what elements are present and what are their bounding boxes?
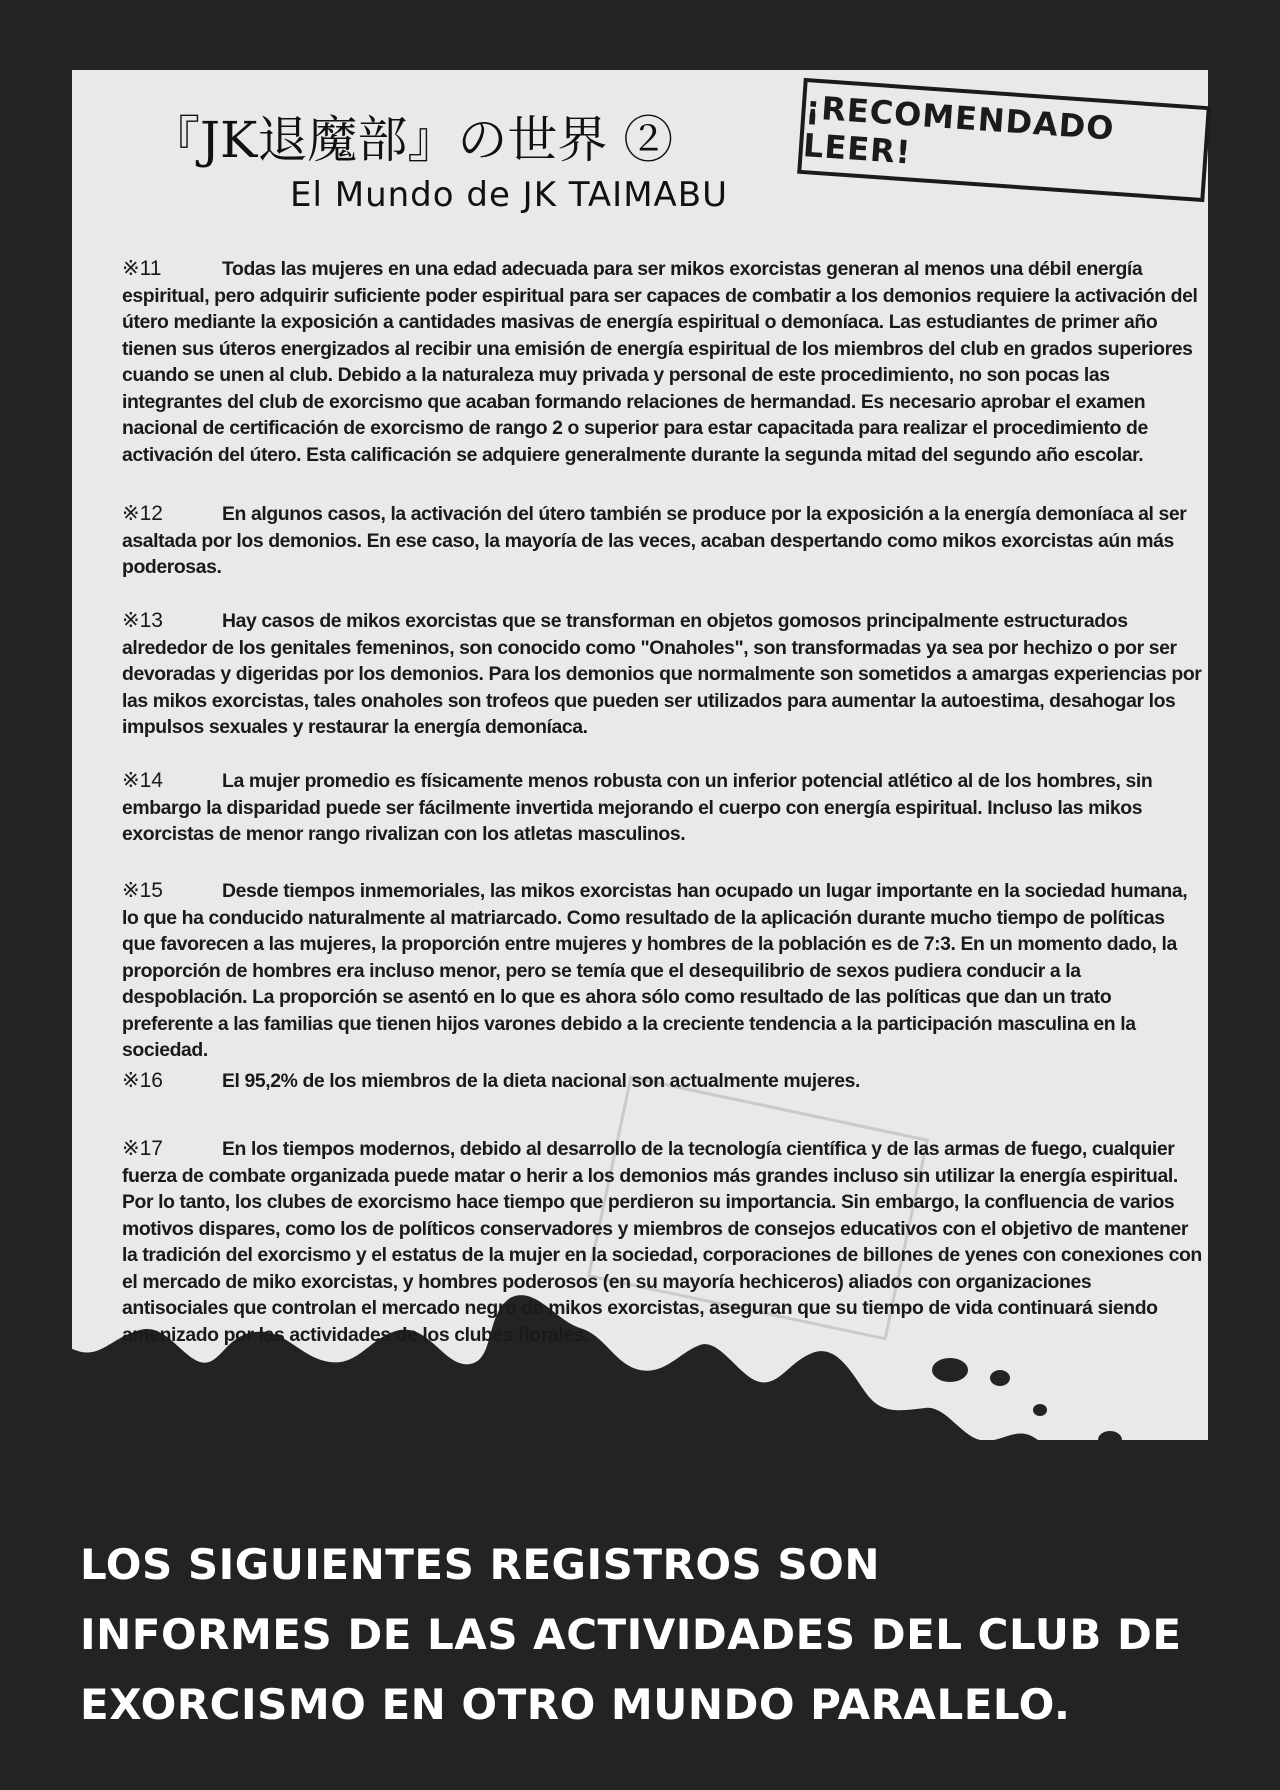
footer-caption [80,1530,1230,1740]
note-11 [122,256,1202,468]
note-14 [122,768,1202,848]
note-mark: ※17 [122,1137,163,1160]
note-mark: ※15 [122,879,163,902]
footer-line: INFORMES DE LAS ACTIVIDADES DEL CLUB DE [80,1610,1182,1659]
note-text: Hay casos de mikos exorcistas que se transforman en objetos gomosos principalmente estructurados alrededor de los genitales femeninos, son conocido como "Onaholes", son transformadas ya sea por hechizo o por ser devoradas y digeridas por los demonios. Para los demonios que normalmente son sometidos a amargas experiencias por las mikos exorcistas, tales onaholes son trofeos que pueden ser utilizados para aumentar la autoestima, desahogar los impulsos sexuales y restaurar la energía demoníaca. [122,610,1202,738]
footer-line: LOS SIGUIENTES REGISTROS SON [80,1540,881,1589]
note-text: En los tiempos modernos, debido al desarrollo de la tecnología científica y de las armas de fuego, cualquier fuerza de combate organizada puede matar o herir a los demonios más grandes incluso sin utilizar la energía espiritual. Por lo tanto, los clubes de exorcismo hace tiempo que perdieron su importancia. Sin embargo, la confluencia de varios motivos dispares, como los de políticos conservadores y miembros de consejos educativos con el objetivo de mantener la tradición del exorcismo y el estatus de la mujer en la sociedad, corporaciones de billones de yenes con conexiones con el mercado de miko exorcistas, y hombres poderosos (en su mayoría hechiceros) aliados con organizaciones antisociales que controlan el mercado negro de mikos exorcistas, aseguran que su tiempo de vida continuará siendo amenizado por las actividades de los clubes florales. [122,1138,1202,1346]
note-text: Desde tiempos inmemoriales, las mikos exorcistas han ocupado un lugar importante en la sociedad humana, lo que ha conducido naturalmente al matriarcado. Como resultado de la aplicación durante mucho tiempo de políticas que favorecen a las mujeres, la proporción entre mujeres y hombres de la población es de 7:3. En un momento dado, la proporción de hombres era incluso menor, pero se temía que el desequilibrio de sexos pudiera conducir a la despoblación. La proporción se asentó en lo que es ahora sólo como resultado de las políticas que dan un trato preferente a las familias que tienen hijos varones debido a la creciente tendencia a la participación masculina en la sociedad. [122,880,1188,1061]
page-title: 『JK退魔部』の世界 ② [150,111,674,169]
page-subtitle: El Mundo de JK TAIMABU [290,175,729,215]
note-mark: ※16 [122,1069,163,1092]
note-text: En algunos casos, la activación del útero también se produce por la exposición a la energía demoníaca al ser asaltada por los demonios. En ese caso, la mayoría de las veces, acaban despertando como mikos exorcistas aún más poderosas. [122,503,1187,578]
stamp-label: ¡RECOMENDADO LEER! [801,88,1116,172]
note-15 [122,878,1202,1064]
footer-line: EXORCISMO EN OTRO MUNDO PARALELO. [80,1680,1071,1729]
note-12 [122,501,1202,581]
note-mark: ※12 [122,502,163,525]
note-text: Todas las mujeres en una edad adecuada para ser mikos exorcistas generan al menos una débil energía espiritual, pero adquirir suficiente poder espiritual para ser capaces de combatir a los demonios requiere la activación del útero mediante la exposición a cantidades masivas de energía espiritual o demoníaca. Las estudiantes de primer año tienen sus úteros energizados al recibir una emisión de energía espiritual de los miembros del club en grados superiores cuando se unen al club. Debido a la naturaleza muy privada y personal de este procedimiento, no son pocas las integrantes del club de exorcismo que acaban formando relaciones de hermandad. Es necesario aprobar el examen nacional de certificación de exorcismo de rango 2 o superior para estar capacitada para realizar el procedimiento de activación del útero. Esta calificación se adquiere generalmente durante la segunda mitad del segundo año escolar. [122,258,1198,466]
note-16 [122,1068,860,1095]
note-mark: ※13 [122,609,163,632]
note-text: La mujer promedio es físicamente menos robusta con un inferior potencial atlético al de los hombres, sin embargo la disparidad puede ser fácilmente invertida mejorando el cuerpo con energía espiritual. Incluso las mikos exorcistas de menor rango rivalizan con los atletas masculinos. [122,770,1153,845]
note-text: El 95,2% de los miembros de la dieta nacional son actualmente mujeres. [222,1070,860,1092]
note-mark: ※11 [122,257,162,280]
note-mark: ※14 [122,769,163,792]
note-13 [122,608,1202,741]
note-17 [122,1136,1202,1348]
